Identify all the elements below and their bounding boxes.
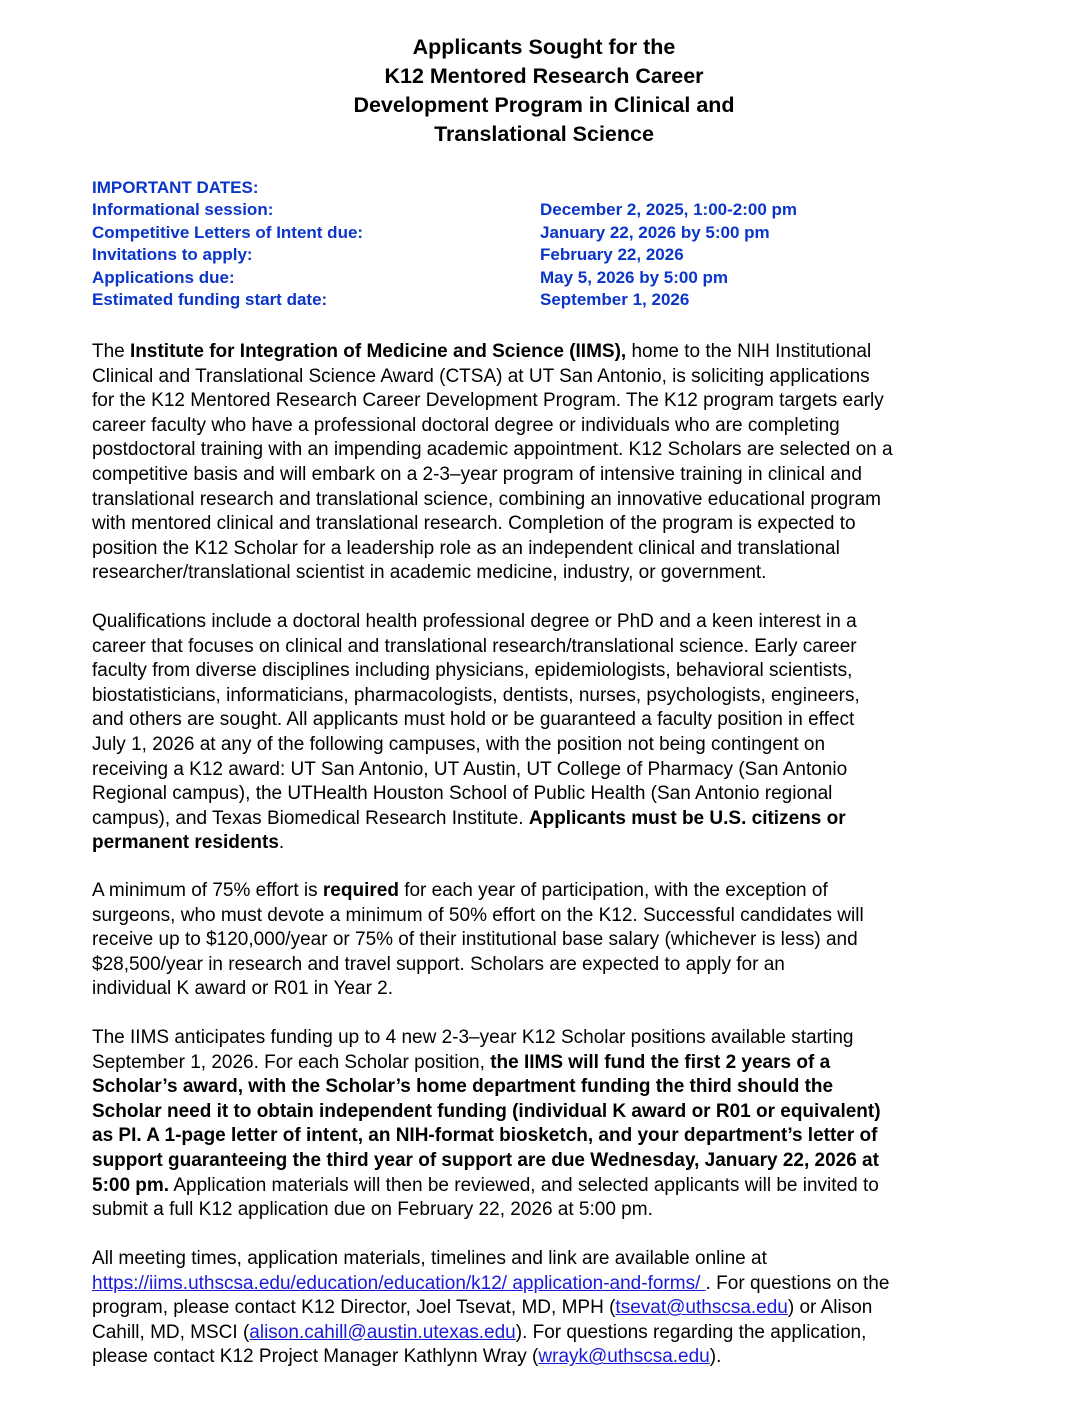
date-label: Applications due:: [92, 267, 235, 287]
paragraph-program-overview: [92, 340, 1002, 586]
date-value: May 5, 2026 by 5:00 pm: [540, 267, 729, 287]
bold-text-line: support guaranteeing the third year of support are due Wednesday, January 22, 2026 at: [92, 1149, 879, 1171]
paragraph-qualifications: [92, 610, 1002, 856]
text-line: [92, 1296, 1002, 1321]
text-line: Regional campus), the UTHealth Houston School of Public Health (San Antonio regional: [92, 783, 833, 805]
text-line: submit a full K12 application due on February 22, 2026 at 5:00 pm.: [92, 1199, 653, 1221]
title-line: K12 Mentored Research Career: [384, 64, 704, 88]
bold-text: Institute for Integration of Medicine and Science (IIMS),: [130, 341, 627, 362]
text: ).: [709, 1346, 722, 1368]
bold-text-line: as PI. A 1-page letter of intent, an NIH-format biosketch, and your department’s letter of: [92, 1125, 878, 1147]
bold-text: the IIMS will fund the first 2 years of a: [490, 1051, 831, 1073]
text: Application materials will then be reviewed, and selected applicants will be invited to: [169, 1174, 879, 1196]
text-line: [92, 831, 1002, 856]
paragraph-contacts: [92, 1247, 1002, 1370]
text: ) or Alison: [787, 1297, 873, 1319]
date-label: Invitations to apply:: [92, 245, 253, 265]
text-line: $28,500/year in research and travel support. Scholars are expected to apply for an: [92, 953, 785, 975]
date-value: January 22, 2026 by 5:00 pm: [540, 222, 770, 242]
document-title: [0, 33, 1088, 149]
date-row: [92, 199, 992, 221]
text-line: All meeting times, application materials, timelines and link are available online at: [92, 1248, 767, 1269]
date-row: [92, 289, 992, 311]
bold-text-line: Scholar need it to obtain independent funding (individual K award or R01 or equivalent): [92, 1100, 881, 1122]
text-line: July 1, 2026 at any of the following campuses, with the position not being contingent on: [92, 733, 826, 755]
date-label: Estimated funding start date:: [92, 290, 328, 310]
text-line: researcher/translational scientist in academic medicine, industry, or government.: [92, 562, 767, 584]
text-line: faculty from diverse disciplines including physicians, epidemiologists, behavioral scientists,: [92, 660, 853, 682]
text: program, please contact K12 Director, Joel Tsevat, MD, MPH (: [92, 1297, 616, 1319]
date-row: [92, 244, 992, 266]
text-line: surgeons, who must devote a minimum of 50% effort on the K12. Successful candidates will: [92, 904, 864, 926]
bold-text: permanent residents: [92, 832, 279, 854]
text: home to the NIH Institutional: [626, 341, 872, 362]
paragraph-funding: [92, 1026, 1002, 1223]
important-dates-heading: IMPORTANT DATES:: [92, 178, 259, 197]
email-link-wray[interactable]: wrayk@uthscsa.edu: [538, 1346, 710, 1368]
text-line: career that focuses on clinical and translational research/translational science. Early career: [92, 635, 857, 657]
text: for each year of participation, with the exception of: [398, 880, 828, 901]
text-line: biostatisticians, informaticians, pharmacologists, dentists, nurses, psychologists, engineers,: [92, 684, 860, 706]
text-line: The IIMS anticipates funding up to 4 new 2-3–year K12 Scholar positions available starting: [92, 1027, 854, 1048]
text-line: Qualifications include a doctoral health professional degree or PhD and a keen interest in a: [92, 611, 857, 632]
text: The: [92, 341, 131, 362]
text-line: receiving a K12 award: UT San Antonio, UT Austin, UT College of Pharmacy (San Antonio: [92, 758, 848, 780]
text-line: competitive basis and will embark on a 2-3–year program of intensive training in clinical and: [92, 463, 862, 485]
email-link-cahill[interactable]: alison.cahill@austin.utexas.edu: [249, 1321, 516, 1343]
date-row: [92, 267, 992, 289]
text-line: [92, 1321, 1002, 1346]
text-line: Clinical and Translational Science Award (CTSA) at UT San Antonio, is soliciting applications: [92, 365, 870, 387]
text-line: and others are sought. All applicants must hold or be guaranteed a faculty position in effect: [92, 709, 855, 731]
text: Cahill, MD, MSCI (: [92, 1321, 250, 1343]
date-label: Informational session:: [92, 200, 274, 220]
text-line: receive up to $120,000/year or 75% of their institutional base salary (whichever is less) and: [92, 929, 858, 951]
text-line: [92, 1051, 1002, 1076]
bold-text: 5:00 pm.: [92, 1174, 170, 1196]
paragraph-effort-requirements: [92, 879, 1002, 1002]
text-line: translational research and translational science, combining an innovative educational program: [92, 488, 881, 510]
date-value: February 22, 2026: [540, 245, 684, 265]
application-forms-link[interactable]: https://iims.uthscsa.edu/education/education/k12/ application-and-forms/: [92, 1272, 706, 1294]
text-line: [92, 1174, 1002, 1199]
date-label: Competitive Letters of Intent due:: [92, 222, 364, 242]
text: A minimum of 75% effort is: [92, 880, 323, 901]
text-line: position the K12 Scholar for a leadership role as an independent clinical and translational: [92, 537, 840, 559]
text: . For questions on the: [705, 1272, 890, 1294]
text: ). For questions regarding the application,: [515, 1321, 867, 1343]
bold-text: required: [322, 880, 399, 901]
text: please contact K12 Project Manager Kathlynn Wray (: [92, 1346, 539, 1368]
bold-text: Applicants must be U.S. citizens or: [528, 807, 846, 829]
text-line: with mentored clinical and translational research. Completion of the program is expected to: [92, 513, 856, 535]
title-line: Applicants Sought for the: [412, 35, 676, 59]
text: .: [278, 832, 285, 854]
text-line: [92, 1345, 1002, 1370]
text: September 1, 2026. For each Scholar position,: [92, 1051, 491, 1073]
date-value: September 1, 2026: [540, 290, 690, 310]
text-line: career faculty who have a professional doctoral degree or individuals who are completing: [92, 414, 840, 436]
text-line: [92, 879, 1002, 904]
date-value: December 2, 2025, 1:00-2:00 pm: [540, 200, 798, 220]
text-line: postdoctoral training with an impending academic appointment. K12 Scholars are selected on a: [92, 439, 893, 461]
date-row: [92, 222, 992, 244]
text-line: [92, 807, 1002, 832]
bold-text-line: Scholar’s award, with the Scholar’s home department funding the third should the: [92, 1076, 834, 1098]
text: campus), and Texas Biomedical Research Institute.: [92, 807, 529, 829]
text-line: for the K12 Mentored Research Career Development Program. The K12 program targets early: [92, 390, 884, 412]
title-line: Development Program in Clinical and: [353, 93, 735, 117]
text-line: [92, 1272, 1002, 1297]
email-link-tsevat[interactable]: tsevat@uthscsa.edu: [615, 1297, 788, 1319]
title-line: Translational Science: [434, 122, 654, 146]
text-line: individual K award or R01 in Year 2.: [92, 978, 394, 1000]
text-line: [92, 340, 1002, 365]
important-dates: [92, 177, 992, 311]
